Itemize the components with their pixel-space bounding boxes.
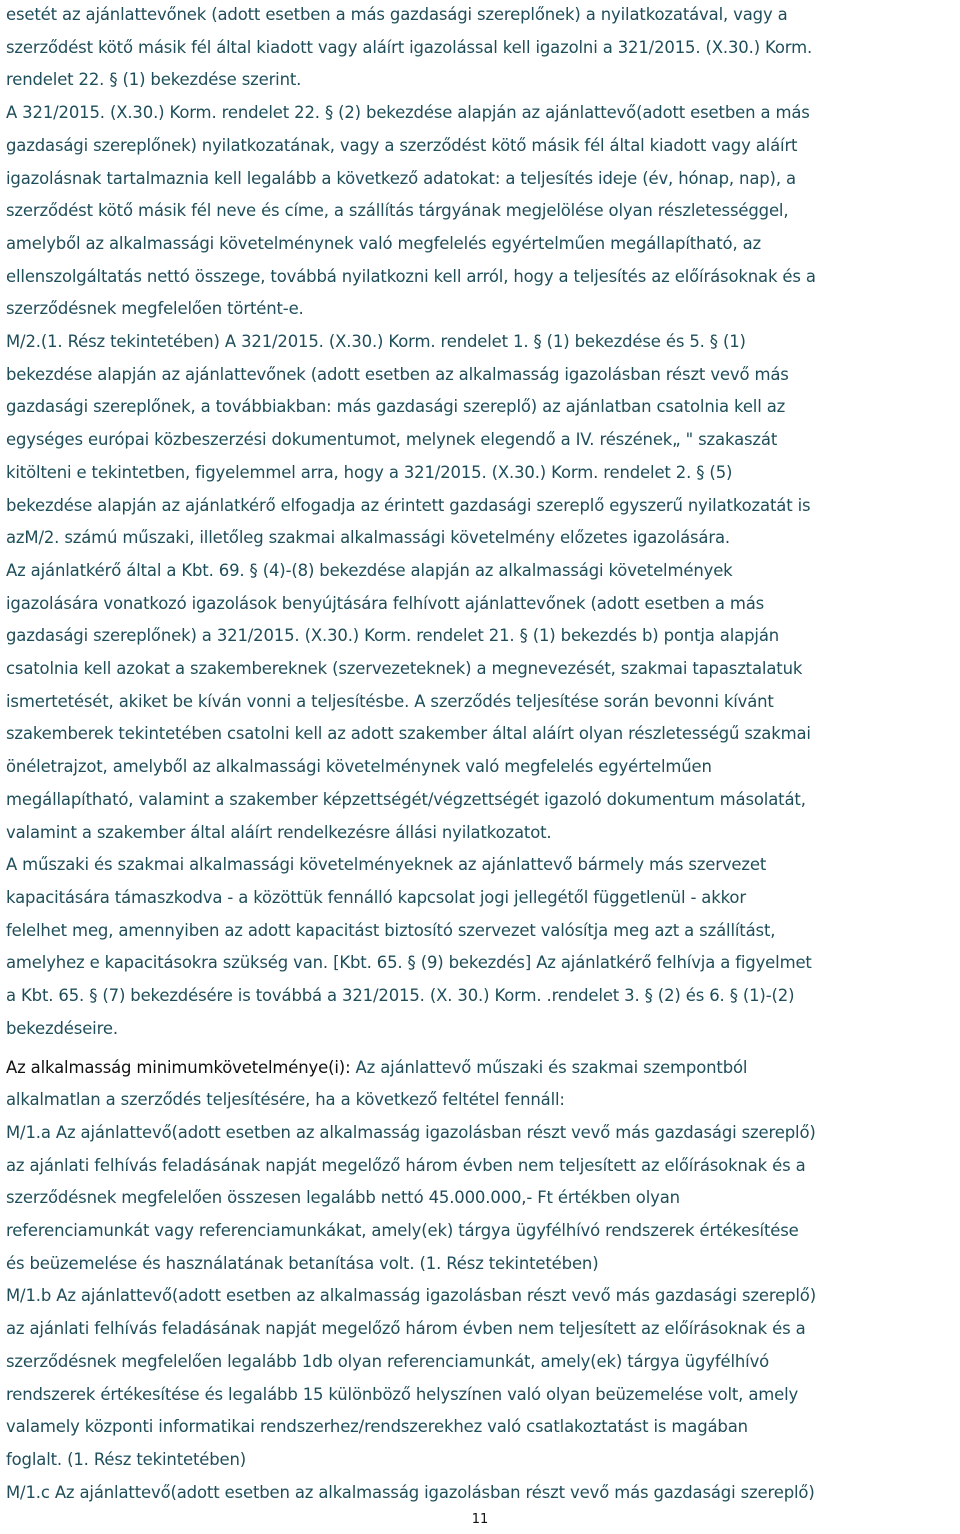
text-line: rendszerek értékesítése és legalább 15 különböző helyszínen való olyan beüzemelése volt, amely	[6, 1384, 799, 1404]
text-line: valamely központi informatikai rendszerhez/rendszerekhez való csatlakoztatást is magában	[6, 1417, 748, 1437]
text-line: szerződésnek megfelelően összesen legalább nettó 45.000.000,- Ft értékben olyan	[6, 1188, 680, 1208]
text-line: alkalmatlan a szerződés teljesítésére, ha a következő feltétel fennáll:	[6, 1090, 565, 1110]
text-line: bekezdése alapján az ajánlatkérő elfogadja az érintett gazdasági szereplő egyszerű nyilatkozatát is	[6, 495, 811, 515]
text-line: amelyből az alkalmassági követelménynek való megfelelés egyértelműen megállapítható, az	[6, 233, 762, 253]
paragraph-block-main	[6, 0, 958, 1046]
text-line: egységes európai közbeszerzési dokumentumot, melynek elegendő a IV. részének„ " szakaszát	[6, 430, 778, 450]
text-line: megállapítható, valamint a szakember képzettségét/végzettségét igazoló dokumentum másolatát,	[6, 789, 806, 809]
minimum-requirements-line	[6, 1052, 958, 1085]
page-number: 11	[471, 1512, 489, 1527]
text-line: az ajánlati felhívás feladásának napját megelőző három évben nem teljesített az előírásoknak és a	[6, 1155, 806, 1175]
text-line: csatolnia kell azokat a szakembereknek (szervezeteknek) a megnevezését, szakmai tapasztalatuk	[6, 659, 803, 679]
text-line: a Kbt. 65. § (7) bekezdésére is továbbá a 321/2015. (X. 30.) Korm. .rendelet 3. § (2) és 6. § (1)-(2)	[6, 986, 795, 1006]
text-line: M/1.a Az ajánlattevő(adott esetben az alkalmasság igazolásban részt vevő más gazdasági szereplő)	[6, 1122, 816, 1142]
text-line: és beüzemelése és használatának betanítása volt. (1. Rész tekintetében)	[6, 1253, 599, 1273]
text-line: bekezdéseire.	[6, 1018, 118, 1038]
text-line: ismertetését, akiket be kíván vonni a teljesítésbe. A szerződés teljesítése során bevonni kívánt	[6, 691, 774, 711]
minimum-requirements-heading: Az alkalmasság minimumkövetelménye(i):	[6, 1057, 351, 1077]
text-line: M/2.(1. Rész tekintetében) A 321/2015. (X.30.) Korm. rendelet 1. § (1) bekezdése és 5. § (1)	[6, 332, 746, 352]
text-line: M/1.b Az ajánlattevő(adott esetben az alkalmasság igazolásban részt vevő más gazdasági szereplő)	[6, 1286, 816, 1306]
text-line: amelyhez e kapacitásokra szükség van. [Kbt. 65. § (9) bekezdés] Az ajánlatkérő felhívja a figyelmet	[6, 953, 812, 973]
text-line: szerződésnek megfelelően történt-e.	[6, 299, 304, 319]
text-line: szerződést kötő másik fél neve és címe, a szállítás tárgyának megjelölése olyan részletességgel,	[6, 201, 789, 221]
text-line: felelhet meg, amennyiben az adott kapacitást biztosító szervezet valósítja meg azt a szállítást,	[6, 920, 776, 940]
text-line: önéletrajzot, amelyből az alkalmassági követelménynek való megfelelés egyértelműen	[6, 757, 712, 777]
text-line: kitölteni e tekintetben, figyelemmel arra, hogy a 321/2015. (X.30.) Korm. rendelet 2. § (5)	[6, 462, 733, 482]
text-line: Az ajánlatkérő által a Kbt. 69. § (4)-(8) bekezdése alapján az alkalmassági követelmények	[6, 560, 733, 580]
text-line: igazolására vonatkozó igazolások benyújtására felhívott ajánlattevőnek (adott esetben a más	[6, 593, 765, 613]
text-line: foglalt. (1. Rész tekintetében)	[6, 1449, 247, 1469]
text-line: referenciamunkát vagy referenciamunkákat, amely(ek) tárgya ügyfélhívó rendszerek értékesítése	[6, 1221, 799, 1241]
text-line: ellenszolgáltatás nettó összege, továbbá nyilatkozni kell arról, hogy a teljesítés az előírásoknak és a	[6, 266, 816, 286]
text-line: igazolásnak tartalmaznia kell legalább a következő adatokat: a teljesítés ideje (év, hónap, nap), a	[6, 168, 796, 188]
text-line: gazdasági szereplőnek, a továbbiakban: más gazdasági szereplő) az ajánlatban csatolnia kell az	[6, 397, 786, 417]
text-line: rendelet 22. § (1) bekezdése szerint.	[6, 70, 302, 90]
minimum-requirements-intro: Az ajánlattevő műszaki és szakmai szempontból	[350, 1057, 748, 1077]
text-line: A 321/2015. (X.30.) Korm. rendelet 22. § (2) bekezdése alapján az ajánlattevő(adott esetben a más	[6, 103, 810, 123]
text-line: az ajánlati felhívás feladásának napját megelőző három évben nem teljesített az előírásoknak és a	[6, 1319, 806, 1339]
text-line: kapacitására támaszkodva - a közöttük fennálló kapcsolat jogi jellegétől függetlenül - akkor	[6, 887, 746, 907]
document-page	[6, 0, 958, 1509]
text-line: M/1.c Az ajánlattevő(adott esetben az alkalmasság igazolásban részt vevő más gazdasági szereplő)	[6, 1482, 815, 1502]
text-line: szerződésnek megfelelően legalább 1db olyan referenciamunkát, amely(ek) tárgya ügyfélhívó	[6, 1351, 770, 1371]
text-line: bekezdése alapján az ajánlattevőnek (adott esetben az alkalmasság igazolásban részt vevő más	[6, 364, 789, 384]
text-line: azM/2. számú műszaki, illetőleg szakmai alkalmassági követelmény előzetes igazolására.	[6, 528, 730, 548]
text-line: szerződést kötő másik fél által kiadott vagy aláírt igazolással kell igazolni a 321/2015. (X.30.) Korm.	[6, 37, 813, 57]
text-line: esetét az ajánlattevőnek (adott esetben a más gazdasági szereplőnek) a nyilatkozatával, vagy a	[6, 5, 788, 24]
text-line: gazdasági szereplőnek) nyilatkozatának, vagy a szerződést kötő másik fél által kiadott vagy aláírt	[6, 135, 798, 155]
text-line: gazdasági szereplőnek) a 321/2015. (X.30.) Korm. rendelet 21. § (1) bekezdés b) pontja alapján	[6, 626, 780, 646]
text-line: A műszaki és szakmai alkalmassági követelményeknek az ajánlattevő bármely más szervezet	[6, 855, 767, 875]
paragraph-block-requirements	[6, 1084, 958, 1509]
text-line: valamint a szakember által aláírt rendelkezésre állási nyilatkozatot.	[6, 822, 552, 842]
text-line: szakemberek tekintetében csatolni kell az adott szakember által aláírt olyan részletességű szakmai	[6, 724, 811, 744]
